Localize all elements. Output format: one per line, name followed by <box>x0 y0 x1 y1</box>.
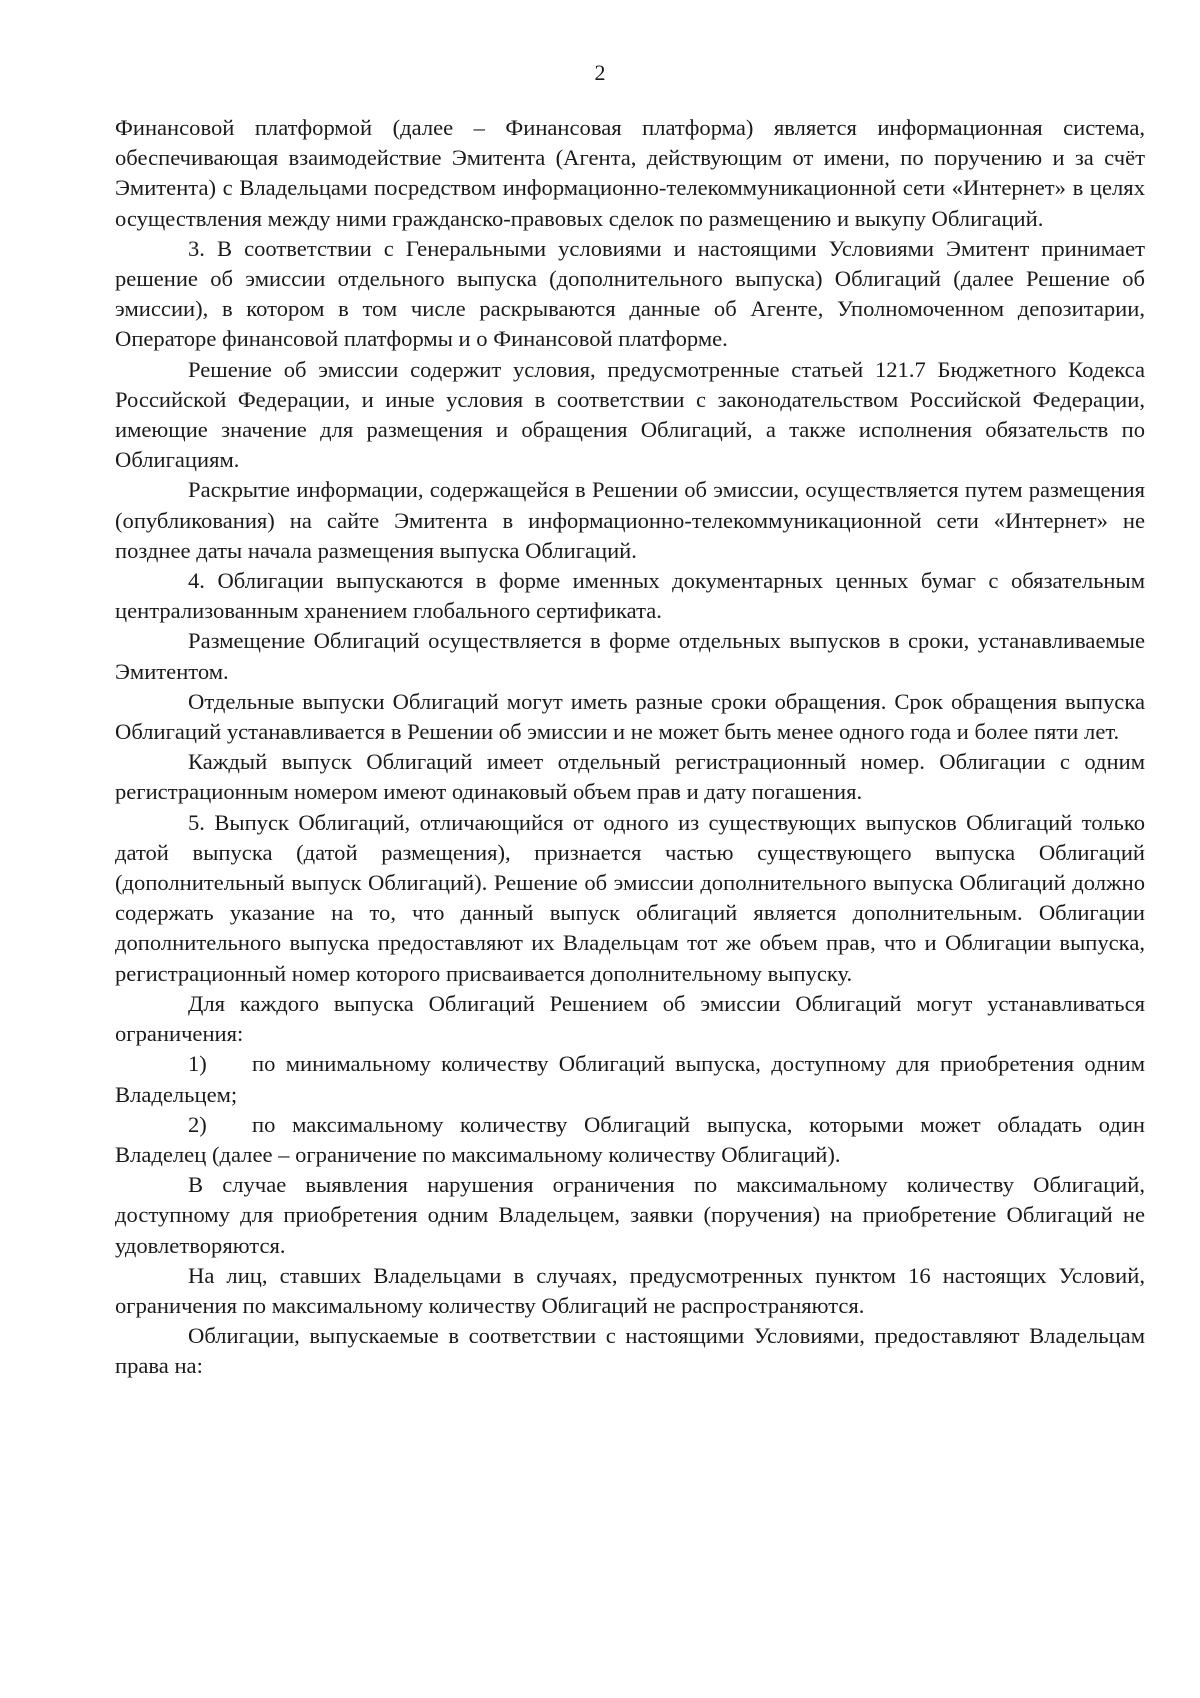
list-item-maximum-quantity: 2) по максимальному количеству Облигаций выпуска, которыми может обладать один Владелец (далее – ограничение по максимальному количеству Облигаций). <box>115 1111 1145 1167</box>
paragraph-placement: Размещение Облигаций осуществляется в форме отдельных выпусков в сроки, устанавливаемые Эмитентом. <box>115 628 1145 684</box>
paragraph-circulation-terms: Отдельные выпуски Облигаций могут иметь разные сроки обращения. Срок обращения выпуска Облигаций устанавливается в Решении об эмиссии и не может быть менее одного года и более пяти лет. <box>115 688 1145 745</box>
paragraph-restrictions-intro: Для каждого выпуска Облигаций Решением об эмиссии Облигаций могут устанавливаться ограничения: <box>115 990 1145 1047</box>
list-item-minimum-quantity: 1) по минимальному количеству Облигаций выпуска, доступному для приобретения одним Владельцем; <box>115 1051 1145 1107</box>
paragraph-clause-3: 3. В соответствии с Генеральными условиями и настоящими Условиями Эмитент принимает решение об эмиссии отдельного выпуска (дополнительного выпуска) Облигаций (далее Решение об эмиссии), в котором в том числе раскрываются данные об Агенте, Уполномоченном депозитарии, Операторе финансовой платформы и о Финансовой платформе. <box>115 235 1145 352</box>
paragraph-financial-platform-definition: Финансовой платформой (далее – Финансовая платформа) является информационная система, обеспечивающая взаимодействие Эмитента (Агента, действующим от имени, по поручению и за счёт Эмитента) с Владельцами посредством информационно-телекоммуникационной сети «Интернет» в целях осуществления между ними гражданско-правовых сделок по размещению и выкупу Облигаций. <box>115 115 1145 231</box>
paragraph-violation: В случае выявления нарушения ограничения по максимальному количеству Облигаций, доступному для приобретения одним Владельцем, заявки (поручения) на приобретение Облигаций не удовлетворяются. <box>115 1172 1145 1258</box>
paragraph-clause-4: 4. Облигации выпускаются в форме именных документарных ценных бумаг с обязательным централизованным хранением глобального сертификата. <box>115 568 1145 624</box>
document-body <box>115 113 1145 1382</box>
paragraph-clause-5: 5. Выпуск Облигаций, отличающийся от одного из существующих выпусков Облигаций только датой выпуска (датой размещения), признается частью существующего выпуска Облигаций (дополнительный выпуск Облигаций). Решение об эмиссии дополнительного выпуска Облигаций должно содержать указание на то, что данный выпуск облигаций является дополнительным. Облигации дополнительного выпуска предоставляют их Владельцам тот же объем прав, что и Облигации выпуска, регистрационный номер которого присваивается дополнительному выпуску. <box>115 809 1145 986</box>
paragraph-registration-number: Каждый выпуск Облигаций имеет отдельный регистрационный номер. Облигации с одним регистрационным номером имеют одинаковый объем прав и дату погашения. <box>115 749 1145 805</box>
page-number: 2 <box>594 60 606 85</box>
paragraph-rights-intro: Облигации, выпускаемые в соответствии с настоящими Условиями, предоставляют Владельцам права на: <box>115 1323 1145 1379</box>
paragraph-exception: На лиц, ставших Владельцами в случаях, предусмотренных пунктом 16 настоящих Условий, ограничения по максимальному количеству Облигаций не распространяются. <box>115 1262 1145 1318</box>
paragraph-emission-decision-conditions: Решение об эмиссии содержит условия, предусмотренные статьей 121.7 Бюджетного Кодекса Российской Федерации, и иные условия в соответствии с законодательством Российской Федерации, имеющие значение для размещения и обращения Облигаций, а также исполнения обязательств по Облигациям. <box>115 356 1145 473</box>
paragraph-information-disclosure: Раскрытие информации, содержащейся в Решении об эмиссии, осуществляется путем размещения (опубликования) на сайте Эмитента в информационно-телекоммуникационной сети «Интернет» не позднее даты начала размещения выпуска Облигаций. <box>115 477 1145 563</box>
